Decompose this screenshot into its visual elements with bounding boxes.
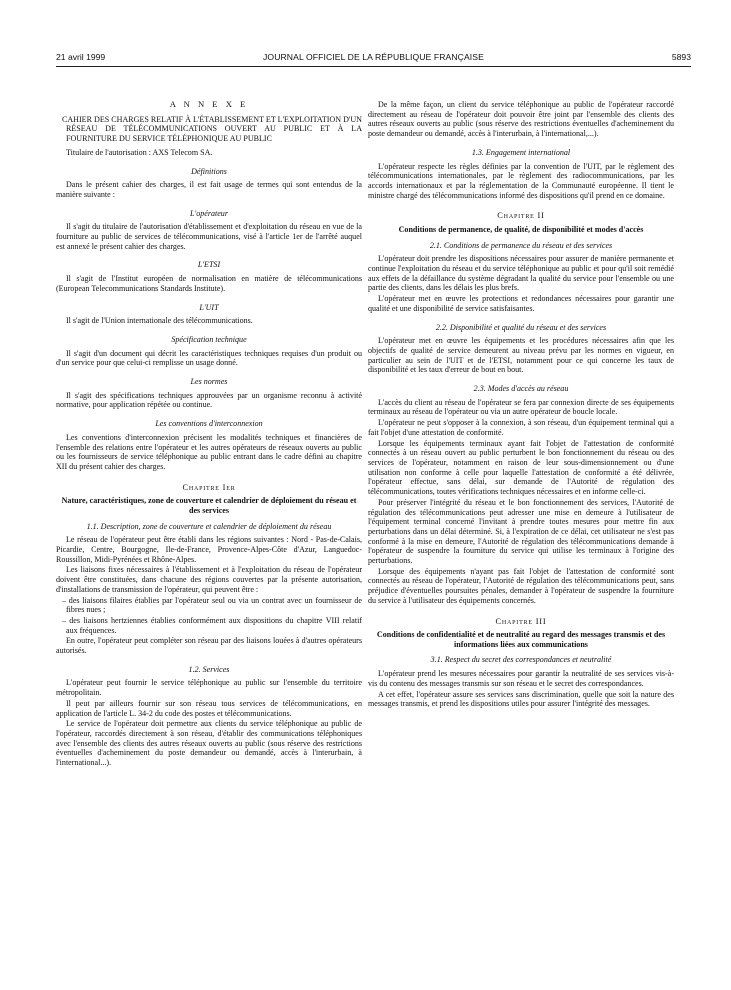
chapter-3-label: Chapitre III	[495, 616, 547, 626]
section-2-1-heading: 2.1. Conditions de permanence du réseau et des services	[429, 240, 613, 250]
section-1-1-para-1: Le réseau de l'opérateur peut être établi dans les régions suivantes : Nord - Pas-de-Calais, Picardie, Centre, Bourgogne, Ile-de-France, Provence-Alpes-Côte d'Azur, Languedoc-Roussillon, Midi-Pyrénées et Rhône-Alpes.	[56, 535, 362, 564]
header-journal-title: JOURNAL OFFICIEL DE LA RÉPUBLIQUE FRANÇAISE	[263, 52, 484, 62]
section-1-2-para-1: L'opérateur peut fournir le service téléphonique au public sur l'ensemble du territoire métropolitain.	[56, 678, 362, 698]
right-column	[368, 100, 674, 710]
continuation-para: De la même façon, un client du service téléphonique au public de l'opérateur raccordé directement au réseau de l'opérateur doit pouvoir être joint par l'ensemble des clients des autres réseaux ouverts au public (sous réserve des restrictions éventuelles d'acheminement du poste demandeur ou demandé, accès à l'interurbain, à l'international,...).	[368, 100, 674, 139]
titulaire-line: Titulaire de l'autorisation : AXS Telecom SA.	[66, 147, 213, 157]
section-2-3-para-3: Lorsque les équipements terminaux ayant fait l'objet de l'attestation de conformité connectés à un réseau ouvert au public perturbent le bon fonctionnement du réseau ou des services de l'opérateur, notamment en raison de leur sous-dimensionnement ou d'une utilisation non conforme à celle pour laquelle l'attestation de conformité a été délivrée, l'opérateur effectue, sans délai, sur demande de l'Autorité de régulation des télécommunications, toutes vérifications techniques nécessaires et en informe celle-ci.	[368, 438, 674, 497]
section-1-3-heading: 1.3. Engagement international	[471, 147, 571, 157]
section-2-1-para-2: L'opérateur met en œuvre les protections et redondances nécessaires pour garantir une qualité et une disponibilité de service satisfaisantes.	[368, 294, 674, 313]
section-1-2-para-3: Le service de l'opérateur doit permettre aux clients du service téléphonique au public de l'opérateur, raccordés directement à son réseau, d'établir des communications téléphoniques avec l'ensemble des clients des autres réseaux ouverts au public (sous réserve des restrictions éventuelles d'acheminement du poste demandeur ou demandé, accès à l'interurbain, à l'international...).	[56, 719, 362, 768]
header-date: 21 avril 1999	[56, 52, 106, 62]
left-column	[56, 100, 362, 769]
conventions-heading: Les conventions d'interconnexion	[155, 419, 263, 429]
annexe-title: CAHIER DES CHARGES RELATIF À L'ÉTABLISSEMENT ET L'EXPLOITATION D'UN RÉSEAU DE TÉLÉCOMMUNICATIONS OUVERT AU PUBLIC ET À LA FOURNITURE DU SERVICE TÉLÉPHONIQUE AU PUBLIC	[62, 114, 362, 144]
section-2-3-para-4: Pour préserver l'intégrité du réseau et le bon fonctionnement des services, l'Autorité de régulation des télécommunications peut adresser une mise en demeure à l'utilisateur de l'équipement terminal concerné l'invitant à prendre toutes mesures pour mettre fin aux perturbations dans un délai déterminé. Si, à l'expiration de ce délai, cet utilisateur ne s'est pas conformé à la mise en demeure, l'Autorité de régulation des télécommunications demande à l'opérateur de suspendre la fourniture du service qui utilise les terminaux à l'origine des perturbations.	[368, 497, 674, 566]
definitions-heading: Définitions	[191, 166, 227, 176]
operateur-definition: Il s'agit du titulaire de l'autorisation d'établissement et d'exploitation du réseau en vue de la fourniture au public de services de télécommunications, visé à l'article 1er de l'arrêté auquel est annexé le présent cahier des charges.	[56, 222, 362, 251]
etsi-heading: L'ETSI	[197, 260, 221, 270]
annexe-heading: A N N E X E	[169, 99, 249, 109]
section-1-1-para-3: En outre, l'opérateur peut compléter son réseau par des liaisons louées à d'autres opérateurs autorisés.	[56, 636, 362, 656]
section-3-1-para-1: L'opérateur prend les mesures nécessaires pour garantir la neutralité de ses services vis-à-vis du contenu des messages transmis sur son réseau et le secret des correspondances.	[368, 669, 674, 688]
section-2-2-para: L'opérateur met en œuvre les équipements et les procédures nécessaires afin que les objectifs de qualité de service demeurent au niveau prévu par les normes en vigueur, en particulier au sein de l'UIT et de l'ETSI, notamment pour ce qui concerne les taux de disponibilité et les taux d'erreur de bout en bout.	[368, 336, 674, 375]
section-2-1-para-1: L'opérateur doit prendre les dispositions nécessaires pour assurer de manière permanente et continue l'exploitation du réseau et du service téléphonique au public et pour qu'il soit remédié aux effets de la défaillance du système dégradant la qualité du service pour l'ensemble ou une partie des clients, dans les délais les plus brefs.	[368, 254, 674, 293]
section-3-1-para-2: A cet effet, l'opérateur assure ses services sans discrimination, quelle que soit la nature des messages transmis, et prend les dispositions utiles pour assurer l'intégrité des messages.	[368, 689, 674, 709]
running-header	[56, 52, 691, 66]
section-2-3-para-2: L'opérateur ne peut s'opposer à la connexion, à son réseau, d'un équipement terminal qui a fait l'objet d'une attestation de conformité.	[368, 418, 674, 437]
uit-heading: L'UIT	[199, 302, 219, 312]
section-1-2-para-2: Il peut par ailleurs fournir sur son réseau tous services de télécommunications, en application de l'article L. 34-2 du code des postes et télécommunications.	[56, 698, 362, 718]
chapter-2-title: Conditions de permanence, de qualité, de disponibilité et modes d'accès	[398, 225, 644, 235]
specification-definition: Il s'agit d'un document qui décrit les caractéristiques techniques requises d'un produit ou d'un service pour que celui-ci remplisse un usage donné.	[56, 348, 362, 368]
specification-heading: Spécification technique	[171, 334, 247, 344]
normes-definition: Il s'agit des spécifications techniques approuvées par un organisme reconnu à activité normative, pour application répétée ou continue.	[56, 390, 362, 410]
chapter-2-label: Chapitre II	[497, 211, 545, 221]
section-1-1-heading: 1.1. Description, zone de couverture et calendrier de déploiement du réseau	[86, 521, 332, 531]
section-2-3-para-5: Lorsque des équipements n'ayant pas fait l'objet de l'attestation de conformité sont connectés au réseau de l'opérateur, l'Autorité de régulation des télécommunications peut, sans préjudice d'éventuelles poursuites pénales, demander à l'opérateur de suspendre la fourniture du service à l'utilisateur des équipements concernés.	[368, 566, 674, 605]
section-1-2-heading: 1.2. Services	[188, 664, 230, 674]
section-1-1-bullet-2: – des liaisons hertziennes établies conformément aux dispositions du chapitre VIII relatif aux fréquences.	[62, 615, 362, 635]
header-page-number: 5893	[671, 52, 691, 62]
section-2-3-para-1: L'accès du client au réseau de l'opérateur se fera par connexion directe de ses équipements terminaux au réseau de l'opérateur ou via un autre opérateur de boucle locale.	[368, 397, 674, 417]
normes-heading: Les normes	[190, 377, 228, 387]
section-2-2-heading: 2.2. Disponibilité et qualité du réseau et des services	[435, 322, 607, 332]
conventions-definition: Les conventions d'interconnexion précisent les modalités techniques et financières de l'ensemble des relations entre l'opérateur et les autres opérateurs de réseaux ouverts au public ou les fournisseurs de service téléphonique au public entrant dans le cadre défini au chapitre XII du présent cahier des charges.	[56, 432, 362, 471]
definitions-intro: Dans le présent cahier des charges, il est fait usage de termes qui sont entendus de la manière suivante :	[56, 180, 362, 199]
section-3-1-heading: 3.1. Respect du secret des correspondances et neutralité	[430, 655, 612, 665]
section-1-1-bullet-1: – des liaisons filaires établies par l'opérateur seul ou via un contrat avec un fournisseur de fibres nues ;	[62, 595, 362, 615]
section-1-1-para-2: Les liaisons fixes nécessaires à l'établissement et à l'exploitation du réseau de l'opérateur doivent être constituées, dans chacune des régions couvertes par la présente autorisation, d'installations de transmission de l'opérateur, qui peuvent être :	[56, 565, 362, 594]
etsi-definition: Il s'agit de l'Institut européen de normalisation en matière de télécommunications (European Telecommunications Standards Institute).	[56, 274, 362, 293]
section-2-3-heading: 2.3. Modes d'accès au réseau	[473, 384, 569, 394]
chapter-1-label: Chapitre Ier	[182, 482, 236, 492]
header-rule	[56, 66, 691, 67]
chapter-3-title: Conditions de confidentialité et de neutralité au regard des messages transmis et des informations liées aux communications	[376, 630, 666, 649]
section-1-3-para: L'opérateur respecte les règles définies par la convention de l'UIT, par le règlement des télécommunications internationales, par le règlement des radiocommunications, par les accords internationaux et par la réglementation de la Communauté européenne. Il tient le ministre chargé des télécommunications informé des dispositions qu'il prend en ce domaine.	[368, 161, 674, 200]
operateur-heading: L'opérateur	[190, 208, 228, 218]
uit-definition: Il s'agit de l'Union internationale des télécommunications.	[66, 316, 253, 326]
chapter-1-title: Nature, caractéristiques, zone de couverture et calendrier de déploiement du réseau et des services	[61, 496, 357, 515]
